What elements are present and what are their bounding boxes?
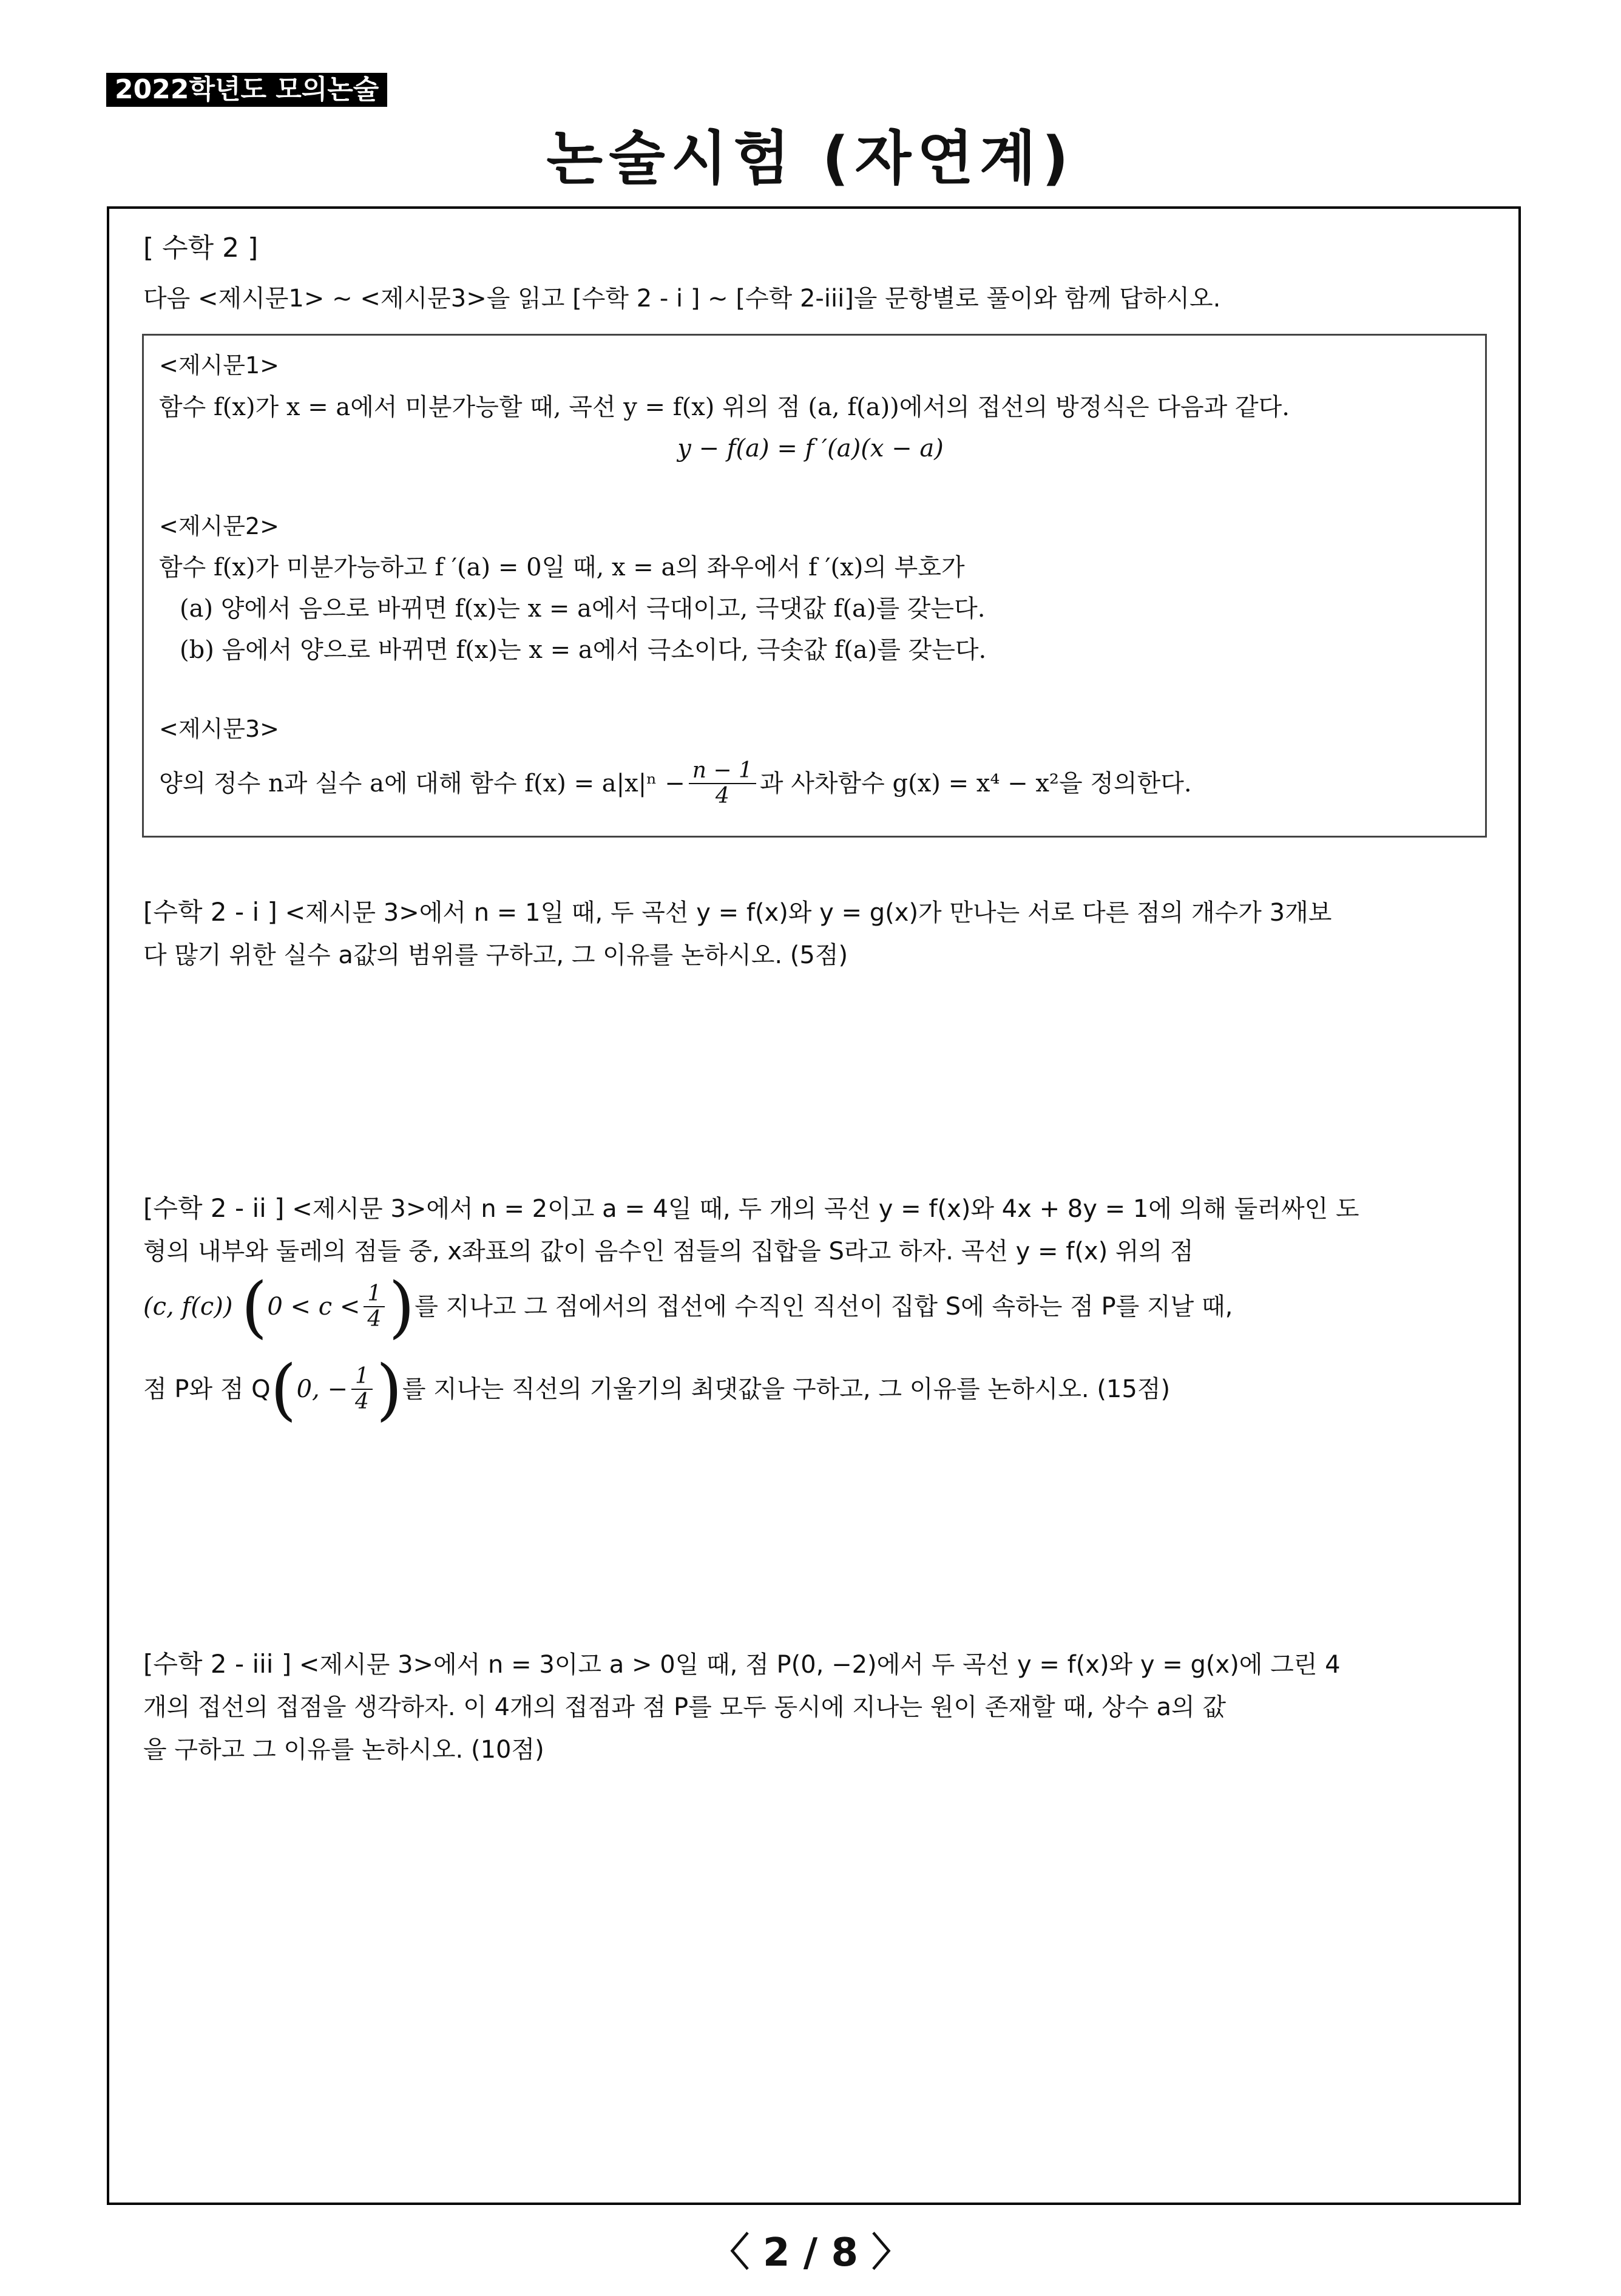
right-paren: ) bbox=[376, 1350, 402, 1428]
fraction-numerator: 1 bbox=[351, 1364, 373, 1390]
problem-2-line-3-text: 를 지나고 그 점에서의 접선에 수직인 직선이 집합 S에 속하는 점 P를 지날 때, bbox=[415, 1293, 1233, 1321]
fraction-numerator: n − 1 bbox=[689, 759, 756, 784]
passage-1-text: 함수 f(x)가 x = a에서 미분가능할 때, 곡선 y = f(x) 위의 점 (a, f(a))에서의 접선의 방정식은 다음과 같다. bbox=[159, 393, 1290, 421]
fraction-denominator: 4 bbox=[715, 783, 729, 808]
problem-2-label: [수학 2 - ii ] bbox=[143, 1193, 285, 1223]
problem-2-line-2: 형의 내부와 둘레의 점들 중, x좌표의 값이 음수인 점들의 집합을 S라고 하자. 곡선 y = f(x) 위의 점 bbox=[143, 1238, 1194, 1265]
passage-3-post: 과 사차함수 g(x) = x⁴ − x²을 정의한다. bbox=[759, 769, 1192, 798]
point-pq-text: 점 P와 점 Q bbox=[143, 1375, 271, 1403]
passage-1-title: <제시문1> bbox=[159, 352, 279, 379]
page-number: 〈 2 / 8 〉 bbox=[710, 2230, 911, 2275]
point-c-fc: (c, f(c)) bbox=[143, 1293, 233, 1321]
right-paren: ) bbox=[388, 1268, 415, 1346]
problem-1-line-2: 다 많기 위한 실수 a값의 범위를 구하고, 그 이유를 논하시오. (5점) bbox=[143, 941, 848, 969]
problem-2-line-4 bbox=[143, 1350, 1171, 1428]
page-title: 논술시험 (자연계) bbox=[546, 124, 1075, 192]
passage-3-pre: 양의 정수 n과 실수 a에 대해 함수 f(x) = a|x|ⁿ − bbox=[159, 769, 685, 798]
problem-2 bbox=[143, 1191, 1486, 1269]
quarter-fraction bbox=[364, 1282, 385, 1331]
c-condition: 0 < c < bbox=[267, 1293, 360, 1321]
exam-year-label: 2022학년도 모의논술 bbox=[106, 73, 387, 107]
passage-2-line-3: (b) 음에서 양으로 바뀌면 f(x)는 x = a에서 극소이다, 극솟값 f(a)를 갖는다. bbox=[180, 636, 987, 664]
passage-2-line-2: (a) 양에서 음으로 바뀌면 f(x)는 x = a에서 극대이고, 극댓값 f(a)를 갖는다. bbox=[180, 595, 986, 623]
problem-1 bbox=[143, 895, 1486, 973]
passage-2-line-1: 함수 f(x)가 미분가능하고 f ′(a) = 0일 때, x = a의 좌우에서 f ′(x)의 부호가 bbox=[159, 554, 965, 581]
left-paren: ( bbox=[241, 1268, 268, 1346]
passage-3-title: <제시문3> bbox=[159, 716, 279, 742]
problem-3-line-2: 개의 접선의 접점을 생각하자. 이 4개의 접점과 점 P를 모두 동시에 지나는 원이 존재할 때, 상수 a의 값 bbox=[143, 1693, 1226, 1721]
fraction-denominator: 4 bbox=[367, 1307, 382, 1332]
passage-2-title: <제시문2> bbox=[159, 513, 279, 540]
problem-3-text: <제시문 3>에서 n = 3이고 a > 0일 때, 점 P(0, −2)에서 두 곡선 y = f(x)와 y = g(x)에 그린 4 bbox=[299, 1651, 1341, 1679]
instruction-text: 다음 <제시문1> ~ <제시문3>을 읽고 [수학 2 - i ] ~ [수학 2-iii]을 문항별로 풀이와 함께 답하시오. bbox=[143, 285, 1221, 313]
tangent-formula: y − f(a) = f ′(a)(x − a) bbox=[677, 435, 944, 462]
problem-1-text: <제시문 3>에서 n = 1일 때, 두 곡선 y = f(x)와 y = g(x)가 만나는 서로 다른 점의 개수가 3개보 bbox=[285, 899, 1332, 927]
problem-1-line-1 bbox=[143, 895, 1486, 930]
passage-3-fraction bbox=[689, 759, 756, 808]
problem-3-line-1 bbox=[143, 1647, 1486, 1682]
problem-2-line-4-text: 를 지나는 직선의 기울기의 최댓값을 구하고, 그 이유를 논하시오. (15점) bbox=[402, 1375, 1171, 1403]
problem-2-line-1 bbox=[143, 1191, 1486, 1227]
q-coordinate: 0, − bbox=[296, 1375, 348, 1403]
quarter-fraction bbox=[351, 1364, 373, 1414]
section-heading: [ 수학 2 ] bbox=[143, 232, 259, 263]
fraction-denominator: 4 bbox=[355, 1389, 369, 1414]
problem-3-label: [수학 2 - iii ] bbox=[143, 1649, 292, 1679]
problem-3-line-3: 을 구하고 그 이유를 논하시오. (10점) bbox=[143, 1736, 544, 1764]
passage-3-text bbox=[159, 759, 1192, 808]
fraction-numerator: 1 bbox=[364, 1282, 385, 1307]
problem-1-label: [수학 2 - i ] bbox=[143, 897, 277, 927]
problem-2-text: <제시문 3>에서 n = 2이고 a = 4일 때, 두 개의 곡선 y = f(x)와 4x + 8y = 1에 의해 둘러싸인 도 bbox=[292, 1195, 1359, 1223]
problem-2-line-3 bbox=[143, 1268, 1233, 1346]
problem-3 bbox=[143, 1647, 1486, 1767]
left-paren: ( bbox=[270, 1350, 297, 1428]
